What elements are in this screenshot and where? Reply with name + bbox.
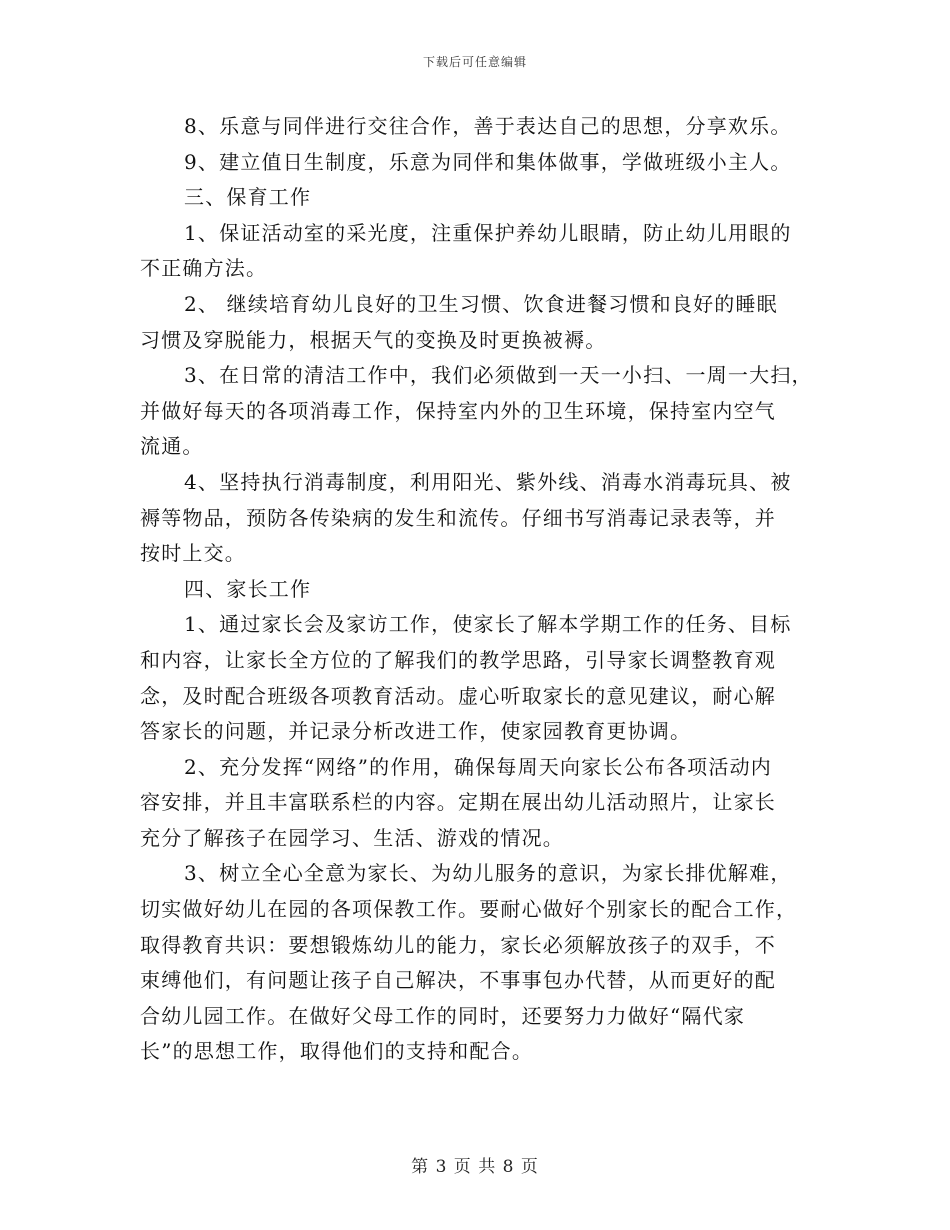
text-line: 念，及时配合班级各项教育活动。虚心听取家长的意见建议，耐心解 [140, 683, 776, 708]
text-line: 1、保证活动室的采光度，注重保护养幼儿眼睛，防止幼儿用眼的 [184, 220, 792, 245]
text-line: 充分了解孩子在园学习、生活、游戏的情况。 [140, 825, 564, 850]
text-line: 习惯及穿脱能力，根据天气的变换及时更换被褥。 [140, 327, 607, 352]
document-body [140, 109, 820, 1070]
text-line: 切实做好幼儿在园的各项保教工作。要耐心做好个别家长的配合工作， [140, 897, 798, 922]
text-line: 容安排，并且丰富联系栏的内容。定期在展出幼儿活动照片，让家长 [140, 790, 776, 815]
text-line: 答家长的问题，并记录分析改进工作，使家园教育更协调。 [140, 719, 692, 744]
text-line: 三、保育工作 [184, 185, 312, 210]
text-line: 2、 继续培育幼儿良好的卫生习惯、饮食进餐习惯和良好的睡眠 [184, 291, 778, 316]
text-line: 四、家长工作 [184, 576, 312, 601]
page-number: 第 3 页 共 8 页 [411, 1157, 539, 1177]
page-header: 下载后可任意编辑 [422, 55, 527, 69]
text-line: 按时上交。 [140, 541, 246, 566]
text-line: 流通。 [140, 434, 204, 459]
text-line: 合幼儿园工作。在做好父母工作的同时，还要努力力做好“隔代家 [140, 1003, 746, 1028]
text-line: 束缚他们，有问题让孩子自己解决，不事事包办代替，从而更好的配 [140, 968, 776, 993]
text-line: 4、坚持执行消毒制度，利用阳光、紫外线、消毒水消毒玩具、被 [184, 469, 792, 494]
text-line: 取得教育共识：要想锻炼幼儿的能力，家长必须解放孩子的双手，不 [140, 932, 776, 957]
text-line: 2、充分发挥“网络”的作用，确保每周天向家长公布各项活动内 [184, 754, 772, 779]
text-line: 9、建立值日生制度，乐意为同伴和集体做事，学做班级小主人。 [184, 149, 792, 174]
text-line: 并做好每天的各项消毒工作，保持室内外的卫生环境，保持室内空气 [140, 398, 776, 423]
text-line: 长”的思想工作，取得他们的支持和配合。 [140, 1039, 534, 1064]
text-line: 3、树立全心全意为家长、为幼儿服务的意识，为家长排优解难， [184, 861, 792, 886]
text-line: 3、在日常的清洁工作中，我们必须做到一天一小扫、一周一大扫， [184, 363, 813, 388]
text-line: 不正确方法。 [140, 256, 268, 281]
text-line: 褥等物品，预防各传染病的发生和流传。仔细书写消毒记录表等，并 [140, 505, 776, 530]
text-line: 1、通过家长会及家访工作，使家长了解本学期工作的任务、目标 [184, 612, 792, 637]
text-line: 8、乐意与同伴进行交往合作，善于表达自己的思想，分享欢乐。 [184, 114, 792, 138]
text-line: 和内容，让家长全方位的了解我们的教学思路，引导家长调整教育观 [140, 647, 776, 672]
